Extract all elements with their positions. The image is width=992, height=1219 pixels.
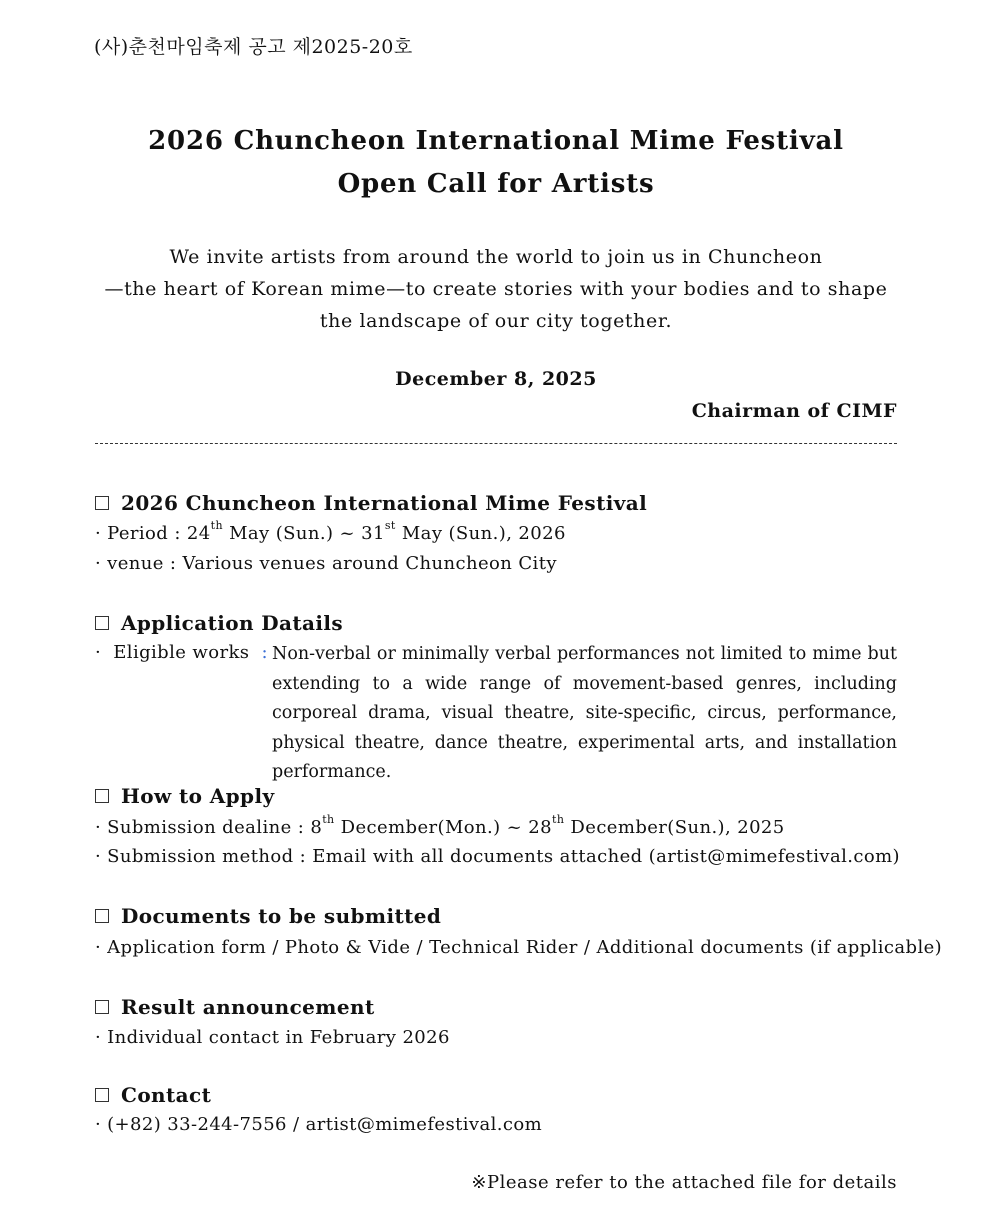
section-heading-text: Result announcement [121, 995, 375, 1019]
result-text: · Individual contact in February 2026 [95, 1027, 450, 1048]
section-heading-documents [95, 904, 441, 928]
bullet-icon: · [95, 1114, 102, 1135]
section-heading-how-to-apply [95, 784, 274, 808]
page-subtitle: Open Call for Artists [337, 169, 655, 199]
festival-venue: · venue : Various venues around Chuncheon City [95, 553, 557, 574]
section-heading-text: Contact [121, 1083, 212, 1107]
bullet-icon: · [95, 1027, 102, 1048]
footnote: ※Please refer to the attached file for details [471, 1172, 897, 1193]
checkbox-icon [95, 496, 109, 510]
intro-line: We invite artists from around the world to join us in Chuncheon [169, 246, 823, 268]
festival-period: · Period : 24th May (Sun.) ~ 31st May (Sun.), 2026 [95, 519, 566, 544]
intro-line: the landscape of our city together. [319, 310, 673, 332]
section-heading-festival [95, 491, 647, 515]
page-title: 2026 Chuncheon International Mime Festival [148, 126, 844, 156]
signatory: Chairman of CIMF [691, 400, 897, 422]
submission-deadline: · Submission dealine : 8th December(Mon.) ~ 28th December(Sun.), 2025 [95, 813, 785, 838]
checkbox-icon [95, 1088, 109, 1102]
eligible-works-label: · Eligible works : [95, 642, 268, 663]
section-heading-text: How to Apply [121, 784, 275, 808]
section-heading-contact [95, 1083, 211, 1107]
bullet-icon: · [95, 523, 102, 544]
eligible-works-text: Non-verbal or minimally verbal performances not limited to mime but extending to a wide range of movement-based genres, including corporeal drama, visual theatre, site-specific, circus, performance, physical theatre, dance theatre, experimental arts, and installation performance. [272, 644, 897, 782]
intro-paragraph [96, 241, 896, 337]
dashed-divider [95, 443, 897, 444]
checkbox-icon [95, 909, 109, 923]
section-heading-result [95, 995, 375, 1019]
section-heading-text: Application Datails [121, 611, 344, 635]
bullet-icon: · [95, 553, 102, 574]
checkbox-icon [95, 616, 109, 630]
intro-line: —the heart of Korean mime—to create stories with your bodies and to shape [104, 278, 888, 300]
bullet-icon: · [95, 642, 102, 663]
section-heading-application [95, 611, 343, 635]
bullet-icon: · [95, 817, 102, 838]
contact-text: · (+82) 33-244-7556 / artist@mimefestival.com [95, 1114, 543, 1135]
documents-list: · Application form / Photo & Vide / Technical Rider / Additional documents (if applicable) [95, 937, 943, 958]
section-heading-text: Documents to be submitted [121, 904, 442, 928]
checkbox-icon [95, 789, 109, 803]
notice-number: (사)춘천마임축제 공고 제2025-20호 [94, 36, 413, 58]
section-heading-text: 2026 Chuncheon International Mime Festival [121, 491, 648, 515]
announcement-date: December 8, 2025 [395, 368, 597, 390]
checkbox-icon [95, 1000, 109, 1014]
bullet-icon: · [95, 846, 102, 867]
bullet-icon: · [95, 937, 102, 958]
submission-method: · Submission method : Email with all documents attached (artist@mimefestival.com) [95, 846, 900, 867]
